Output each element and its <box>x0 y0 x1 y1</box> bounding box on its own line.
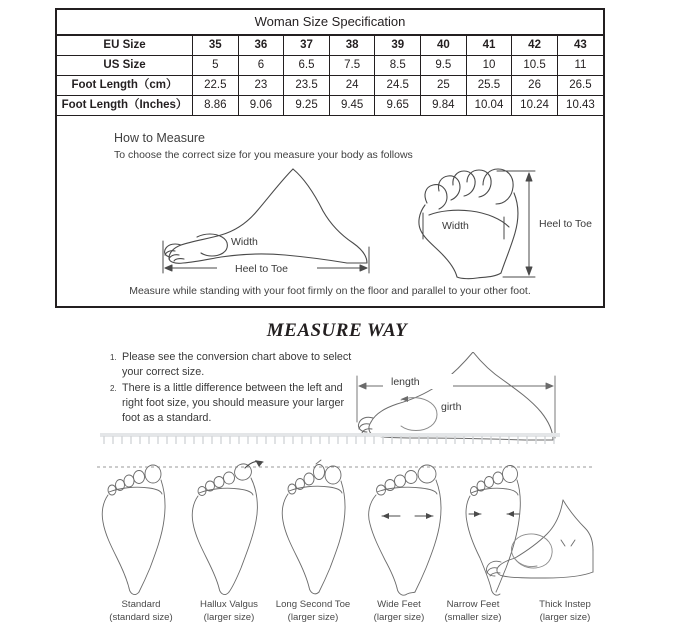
cell-us-5: 9.5 <box>421 56 467 76</box>
row-label-cm: Foot Length（cm） <box>57 76 193 96</box>
cell-in-1: 9.06 <box>238 96 284 116</box>
size-specification-panel <box>55 8 605 308</box>
label-narrow-feet-note: (smaller size) <box>444 612 502 623</box>
foot-types-svg <box>95 458 595 603</box>
measure-way-instructions <box>110 350 360 427</box>
row-label-us: US Size <box>57 56 193 76</box>
foot-type-illustrations <box>95 458 595 603</box>
top-width-label: Width <box>442 220 469 232</box>
side-width-label: Width <box>231 236 258 248</box>
length-label: length <box>391 376 420 388</box>
label-hallux-valgus-name: Hallux Valgus <box>200 599 258 610</box>
label-long-second-toe-note: (larger size) <box>287 612 339 623</box>
cell-in-3: 9.45 <box>329 96 375 116</box>
cell-cm-4: 24.5 <box>375 76 421 96</box>
measure-footer-note: Measure while standing with your foot firmly on the floor and parallel to your other foot. <box>129 285 531 297</box>
label-hallux-valgus-note: (larger size) <box>203 612 255 623</box>
size-chart-table <box>57 36 603 116</box>
cell-eu-2: 37 <box>284 36 330 56</box>
ruler-ticks <box>104 436 554 444</box>
label-standard <box>95 598 187 624</box>
cell-eu-4: 39 <box>375 36 421 56</box>
label-thick-instep-name: Thick Instep <box>539 599 591 610</box>
cell-cm-8: 26.5 <box>557 76 603 96</box>
foot-long-second-toe <box>282 460 345 594</box>
foot-type-labels <box>95 598 615 630</box>
table-row-eu <box>57 36 603 56</box>
cell-in-5: 9.84 <box>421 96 467 116</box>
cell-eu-5: 40 <box>421 36 467 56</box>
cell-us-7: 10.5 <box>512 56 558 76</box>
cell-us-6: 10 <box>466 56 512 76</box>
side-heel-to-toe-label: Heel to Toe <box>235 263 288 275</box>
foot-standard <box>102 465 165 595</box>
cell-eu-6: 41 <box>466 36 512 56</box>
top-heel-to-toe-dimension <box>497 171 535 277</box>
instruction-number-2: 2. <box>110 384 117 393</box>
cell-in-2: 9.25 <box>284 96 330 116</box>
how-to-measure-title: How to Measure <box>114 131 206 145</box>
instruction-text-1: Please see the conversion chart above to select your correct size. <box>122 351 352 378</box>
cell-cm-7: 26 <box>512 76 558 96</box>
table-row-us <box>57 56 603 76</box>
cell-us-3: 7.5 <box>329 56 375 76</box>
cell-eu-0: 35 <box>193 36 239 56</box>
label-standard-name: Standard <box>121 599 161 610</box>
ruler-svg <box>100 433 560 445</box>
girth-label: girth <box>441 401 462 413</box>
cell-in-0: 8.86 <box>193 96 239 116</box>
cell-eu-8: 43 <box>557 36 603 56</box>
measure-way-title: MEASURE WAY <box>266 320 408 341</box>
panel-title: Woman Size Specification <box>57 10 603 36</box>
label-standard-note: (standard size) <box>109 612 173 623</box>
cell-cm-2: 23.5 <box>284 76 330 96</box>
label-hallux-valgus <box>183 598 275 624</box>
side-foot-outline <box>165 169 367 263</box>
cell-cm-3: 24 <box>329 76 375 96</box>
label-thick-instep <box>519 598 611 624</box>
cell-in-6: 10.04 <box>466 96 512 116</box>
cell-cm-6: 25.5 <box>466 76 512 96</box>
how-to-measure-block <box>114 131 554 161</box>
cell-us-4: 8.5 <box>375 56 421 76</box>
row-label-eu: EU Size <box>57 36 193 56</box>
cell-eu-3: 38 <box>329 36 375 56</box>
label-wide-feet-name: Wide Feet <box>377 599 421 610</box>
table-row-cm <box>57 76 603 96</box>
cell-us-1: 6 <box>238 56 284 76</box>
cell-in-7: 10.24 <box>512 96 558 116</box>
cell-cm-1: 23 <box>238 76 284 96</box>
table-row-inches <box>57 96 603 116</box>
cell-in-8: 10.43 <box>557 96 603 116</box>
row-label-inches: Foot Length（Inches） <box>57 96 193 116</box>
cell-in-4: 9.65 <box>375 96 421 116</box>
label-narrow-feet <box>427 598 519 624</box>
instruction-item-2 <box>110 381 360 426</box>
label-wide-feet-note: (larger size) <box>373 612 425 623</box>
cell-us-0: 5 <box>193 56 239 76</box>
foot-hallux-valgus <box>192 460 263 595</box>
size-chart-body <box>57 36 603 116</box>
measurement-diagrams <box>57 165 603 280</box>
cell-cm-0: 22.5 <box>193 76 239 96</box>
instruction-number-1: 1. <box>110 353 117 362</box>
cell-eu-1: 36 <box>238 36 284 56</box>
how-to-measure-subtitle: To choose the correct size for you measure your body as follows <box>114 149 413 161</box>
label-long-second-toe-name: Long Second Toe <box>275 599 351 610</box>
foot-wide-feet <box>369 465 441 595</box>
label-thick-instep-note: (larger size) <box>539 612 591 623</box>
label-long-second-toe <box>267 598 359 624</box>
foot-thick-instep <box>486 500 593 578</box>
instruction-item-1 <box>110 350 360 380</box>
ruler-graphic <box>100 432 560 444</box>
cell-cm-5: 25 <box>421 76 467 96</box>
label-narrow-feet-name: Narrow Feet <box>446 599 500 610</box>
top-heel-to-toe-label: Heel to Toe <box>539 218 592 230</box>
cell-us-2: 6.5 <box>284 56 330 76</box>
cell-us-8: 11 <box>557 56 603 76</box>
instruction-text-2: There is a little difference between the left and right foot size, you should measure your larger foot as a standard. <box>122 382 345 424</box>
diagrams-svg <box>57 165 603 280</box>
cell-eu-7: 42 <box>512 36 558 56</box>
